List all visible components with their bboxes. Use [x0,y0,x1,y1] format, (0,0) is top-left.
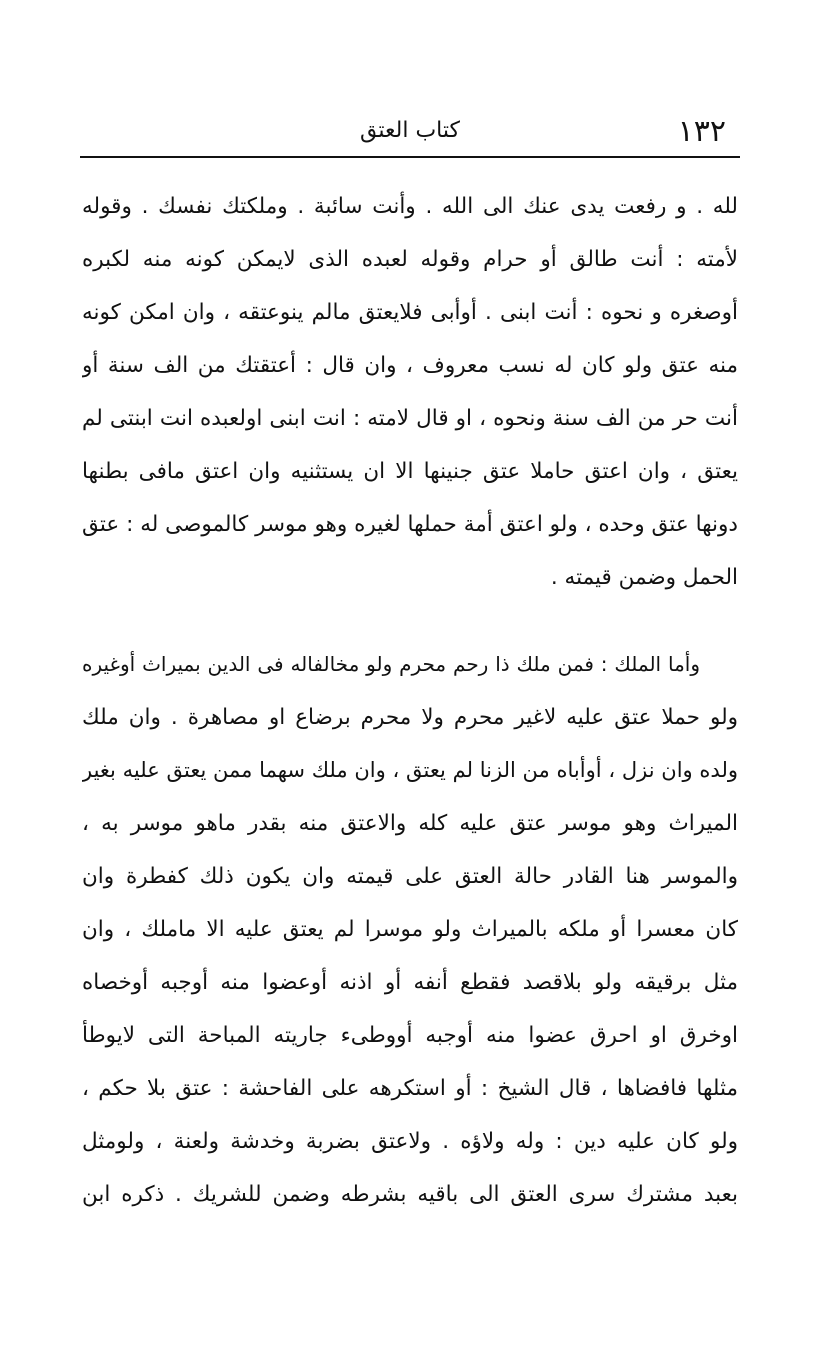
text-line: كان معسرا أو ملكه بالميراث ولو موسرا لم يعتق عليه الا ماملك ، وان [82,917,738,942]
text-line: لله . و رفعت يدى عنك الى الله . وأنت سائبة . وملكتك نفسك . وقوله [82,194,738,219]
header-rule [80,156,740,158]
page-body [82,180,738,1221]
paragraph-gap [82,604,738,638]
paragraph-1 [82,180,738,604]
text-line: ولو حملا عتق عليه لاغير محرم ولا محرم برضاع او مصاهرة . وان ملك [82,705,738,730]
text-line: لأمته : أنت طالق أو حرام وقوله لعبده الذى لايمكن كونه منه لكبره [82,247,738,272]
page-number: ١٣٢ [677,114,726,149]
text-line: مثلها فافضاها ، قال الشيخ : أو استكرهه على الفاحشة : عتق بلا حكم ، [82,1076,738,1101]
running-title: كتاب العتق [360,118,460,143]
text-line: مثل برقيقه ولو بلاقصد فقطع أنفه أو اذنه أوعضوا منه أوجبه أوخصاه [82,970,738,995]
text-line: والموسر هنا القادر حالة العتق على قيمته وان يكون ذلك كفطرة وان [82,864,738,889]
page-header [80,112,740,160]
text-line: بعبد مشترك سرى العتق الى باقيه بشرطه وضمن للشريك . ذكره ابن [82,1182,738,1207]
text-line: أنت حر من الف سنة ونحوه ، او قال لامته : انت ابنى اولعبده انت ابنتى لم [82,406,738,431]
text-line: اوخرق او احرق عضوا منه أوجبه أووطىء جاريته المباحة التى لايوطأ [82,1023,738,1048]
text-line: يعتق ، وان اعتق حاملا عتق جنينها الا ان يستثنيه وان اعتق مافى بطنها [82,459,738,484]
text-line: الميراث وهو موسر عتق عليه كله والاعتق منه بقدر ماهو موسر به ، [82,811,738,836]
text-line: ولو كان عليه دين : وله ولاؤه . ولاعتق بضربة وخدشة ولعنة ، ولومثل [82,1129,738,1154]
paragraph-2 [82,638,738,1221]
text-line: وأما الملك : فمن ملك ذا رحم محرم ولو مخالفاله فى الدين بميراث أوغيره [82,652,700,676]
text-line: الحمل وضمن قيمته . [550,565,738,590]
text-line: أوصغره و نحوه : أنت ابنى . أوأبى فلايعتق مالم ينوعتقه ، وان امكن كونه [82,300,738,325]
text-line: دونها عتق وحده ، ولو اعتق أمة حملها لغيره وهو موسر كالموصى له : عتق [82,512,738,537]
text-line: منه عتق ولو كان له نسب معروف ، وان قال : أعتقتك من الف سنة أو [82,353,738,378]
text-line: ولده وان نزل ، أوأباه من الزنا لم يعتق ، وان ملك سهما ممن يعتق عليه بغير [82,758,738,782]
